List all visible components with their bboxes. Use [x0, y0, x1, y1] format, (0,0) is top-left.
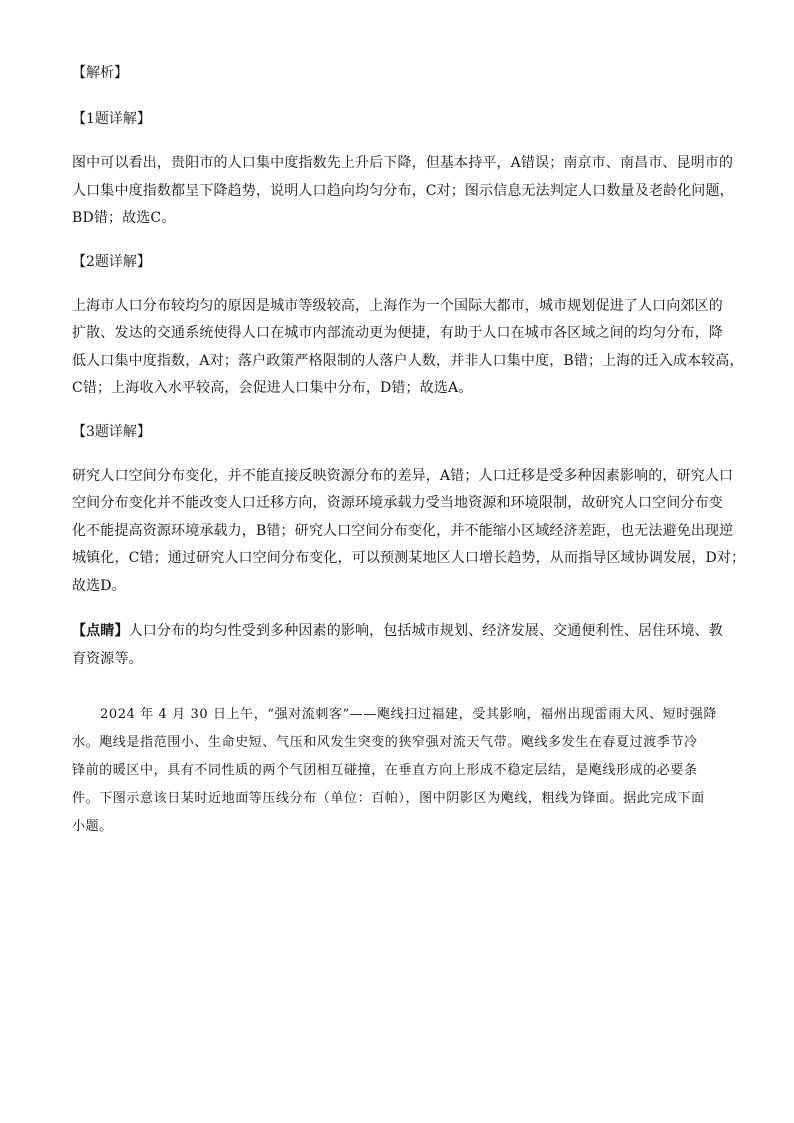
section-2-line: 扩散、发达的交通系统使得人口在城市内部流动更为便捷，有助于人口在城市各区域之间的均匀分布，降 — [72, 325, 723, 341]
section-2-line: 上海市人口分布较均匀的原因是城市等级较高，上海作为一个国际大都市，城市规划促进了人口向郊区的 — [72, 297, 723, 314]
section-1-title: 【1题详解】 — [72, 111, 151, 127]
section-1-line: 图中可以看出，贵阳市的人口集中度指数先上升后下降，但基本持平，A错误；南京市、南昌市、昆明市的 — [72, 155, 734, 171]
question-stem — [72, 701, 732, 841]
section-1-body — [72, 150, 732, 233]
question-line: 件。下图示意该日某时近地面等压线分布（单位：百帕），图中阴影区为飑线，粗线为锋面。据此完成下面 — [72, 791, 705, 806]
section-1-line: 人口集中度指数都呈下降趋势，说明人口趋向均匀分布，C对；图示信息无法判定人口数量及老龄化问题， — [72, 182, 734, 199]
dianjing-line-2: 育资源等。 — [72, 650, 143, 667]
section-2-line: 低人口集中度指数，A对；落户政策严格限制的人落户人数，并非人口集中度，B错；上海的迁入成本较高， — [72, 352, 744, 369]
section-2-line: C错；上海收入水平较高，会促进人口集中分布，D错；故选A。 — [72, 380, 473, 396]
section-3-line: 故选D。 — [72, 577, 126, 594]
dianjing-line-1 — [72, 618, 732, 646]
dianjing-block — [72, 618, 732, 673]
question-line: 小题。 — [72, 819, 113, 834]
section-3-line: 研究人口空间分布变化，并不能直接反映资源分布的差异，A错；人口迁移是受多种因素影响的，研究人口 — [72, 467, 734, 484]
section-3-line: 空间分布变化并不能改变人口迁移方向，资源环境承载力受当地资源和环境限制，故研究人口空间分布变 — [72, 495, 723, 511]
section-2-title: 【2题详解】 — [72, 253, 151, 270]
section-3-line: 化不能提高资源环境承载力，B错；研究人口空间分布变化，并不能缩小区域经济差距，也无法避免出现逆 — [72, 522, 734, 539]
analysis-heading: 【解析】 — [72, 65, 128, 81]
section-1-line: BD错；故选C。 — [72, 210, 176, 226]
dianjing-text: 人口分布的均匀性受到多种因素的影响，包括城市规划、经济发展、交通便利性、居住环境、教 — [128, 623, 723, 639]
question-line: 锋前的暖区中，具有不同性质的两个气团相互碰撞，在垂直方向上形成不稳定层结，是飑线形成的必要条 — [72, 763, 698, 778]
section-2-body — [72, 293, 744, 403]
document-page — [72, 62, 746, 841]
section-3-title: 【3题详解】 — [72, 423, 151, 440]
section-3-line: 城镇化，C错；通过研究人口空间分布变化，可以预测某地区人口增长趋势，从而指导区域协调发展，D对； — [72, 550, 746, 566]
dianjing-label: 【点睛】 — [72, 623, 129, 639]
question-line: 2024 年 4 月 30 日上午，“强对流刺客”——飑线扫过福建，受其影响，福州出现雷雨大风、短时强降 — [100, 707, 718, 722]
section-3-body — [72, 463, 746, 601]
question-line: 水。飑线是指范围小、生命史短、气压和风发生突变的狭窄强对流天气带。飑线多发生在春夏过渡季节冷 — [72, 735, 698, 750]
